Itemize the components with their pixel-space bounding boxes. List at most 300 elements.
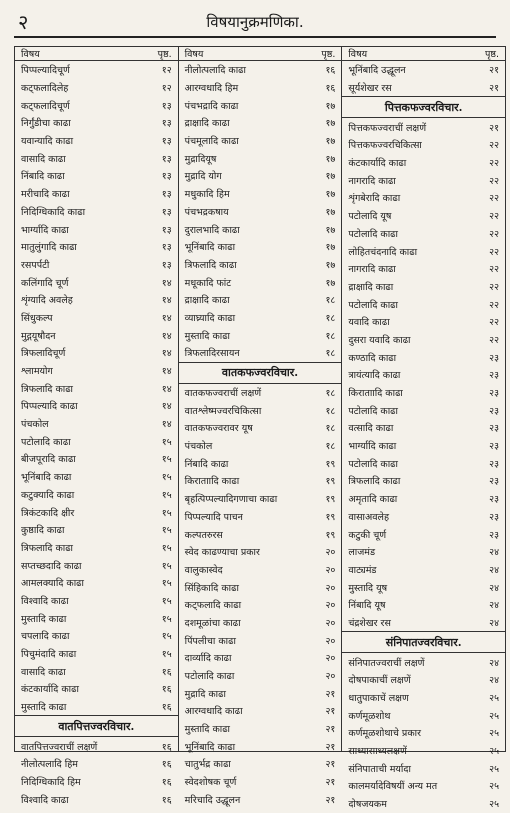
- entry-title: यवादि काढा: [348, 317, 390, 329]
- entry-title: सिंधुकल्प: [21, 312, 53, 324]
- entry-title: नागरादि काढा: [348, 264, 396, 276]
- entry-title: भूनिंबादि काढा: [21, 472, 72, 484]
- entry-title: भार्ग्यादि काढा: [348, 441, 397, 453]
- entry-page-number: २५: [489, 799, 500, 811]
- index-entry: [15, 503, 178, 521]
- entry-title: निदिग्धिकादि काढा: [21, 206, 86, 218]
- entry-page-number: २२: [489, 334, 500, 346]
- entry-page-number: १७: [325, 100, 336, 112]
- entry-title: वातकफज्वराचीं लक्षणें: [184, 388, 262, 400]
- entry-page-number: २२: [489, 158, 500, 170]
- index-entry: [15, 185, 178, 203]
- entry-page-number: १६: [161, 794, 172, 806]
- page-header: [14, 6, 496, 38]
- entry-page-number: १९: [325, 458, 336, 470]
- entry-page-number: १२: [161, 65, 172, 77]
- entry-page-number: १८: [325, 330, 336, 342]
- section-heading: संनिपातज्वरविचार.: [342, 631, 505, 653]
- entry-page-number: २१: [489, 83, 500, 95]
- entry-title: मुस्तादि यूष: [348, 582, 388, 594]
- entry-page-number: २२: [489, 317, 500, 329]
- index-entry: [179, 773, 342, 791]
- entry-page-number: १७: [325, 136, 336, 148]
- entry-title: नीलोत्पलादि हिम: [21, 759, 78, 771]
- entry-page-number: २३: [489, 352, 500, 364]
- entry-title: विश्वादि काढा: [21, 595, 69, 607]
- index-entry: [342, 278, 505, 296]
- index-entry: [342, 561, 505, 579]
- index-entry: [179, 437, 342, 455]
- entry-title: किराताादि काढा: [348, 388, 403, 400]
- entry-title: बृहत्पिप्पल्यादिगणाचा काढा: [184, 494, 278, 506]
- entry-title: स्वेदशोषक चूर्ण: [184, 777, 237, 789]
- index-entry: [179, 419, 342, 437]
- index-entry: [342, 759, 505, 777]
- entry-title: मुस्तादि काढा: [184, 724, 231, 736]
- entry-page-number: १८: [325, 348, 336, 360]
- index-entry: [15, 114, 178, 132]
- column-header: [15, 47, 178, 61]
- index-entry: [15, 521, 178, 539]
- index-entry: [15, 755, 178, 773]
- entry-page-number: २२: [489, 140, 500, 152]
- index-entry: [342, 242, 505, 260]
- entry-title: आमलक्यादि काढा: [21, 578, 84, 590]
- entry-title: पित्तकफज्वराचीं लक्षणें: [348, 122, 427, 134]
- entry-title: पटोलादि काढा: [348, 458, 398, 470]
- index-entry: [179, 384, 342, 402]
- entry-page-number: २५: [489, 728, 500, 740]
- column-rows: [342, 61, 505, 813]
- column-header-subject: विषय: [184, 49, 204, 60]
- entry-title: कलिंगादि चूर्ण: [21, 277, 69, 289]
- entry-title: मुद्गयूषौदन: [21, 330, 56, 342]
- entry-title: सिंहिकादि काढा: [184, 582, 239, 594]
- entry-page-number: २३: [489, 458, 500, 470]
- entry-page-number: २०: [325, 671, 336, 683]
- entry-title: कंटकार्यादि काढा: [348, 158, 407, 170]
- entry-page-number: १५: [161, 436, 172, 448]
- entry-title: विश्वादि काढा: [21, 794, 69, 806]
- entry-page-number: १३: [161, 100, 172, 112]
- entry-title: भूनिंबादि उद्धूलन: [348, 65, 406, 77]
- entry-page-number: १३: [161, 224, 172, 236]
- index-entry: [15, 61, 178, 79]
- index-entry: [342, 543, 505, 561]
- entry-page-number: १५: [161, 578, 172, 590]
- entry-page-number: १४: [161, 348, 172, 360]
- entry-title: त्रायंत्यादि काढा: [348, 370, 401, 382]
- index-entry: [179, 472, 342, 490]
- entry-page-number: १४: [161, 330, 172, 342]
- entry-title: कुष्ठादि काढा: [21, 525, 65, 537]
- index-entry: [15, 326, 178, 344]
- entry-page-number: १६: [325, 65, 336, 77]
- entry-title: पटोलादि काढा: [348, 299, 398, 311]
- entry-page-number: १८: [325, 405, 336, 417]
- column-header-page: पृष्ठ.: [485, 49, 500, 60]
- index-column-2: [179, 47, 343, 806]
- index-entry: [342, 724, 505, 742]
- index-entry: [342, 384, 505, 402]
- entry-title: वासादि काढा: [21, 666, 66, 678]
- entry-page-number: १७: [325, 259, 336, 271]
- index-entry: [179, 203, 342, 221]
- entry-title: पंचकोल: [21, 419, 49, 431]
- entry-title: मुस्तादि काढा: [21, 613, 67, 625]
- entry-page-number: २२: [489, 175, 500, 187]
- index-entry: [342, 207, 505, 225]
- entry-page-number: २२: [489, 299, 500, 311]
- entry-page-number: १६: [161, 666, 172, 678]
- entry-page-number: १७: [325, 153, 336, 165]
- index-entry: [15, 132, 178, 150]
- entry-page-number: १४: [161, 383, 172, 395]
- entry-page-number: १७: [325, 171, 336, 183]
- entry-page-number: २१: [325, 741, 336, 753]
- entry-page-number: १५: [161, 525, 172, 537]
- entry-title: अमृतादि काढा: [348, 494, 398, 506]
- entry-title: लाजमंड: [348, 547, 376, 559]
- entry-title: त्रिकंटकादि क्षीर: [21, 507, 75, 519]
- entry-page-number: २४: [489, 582, 500, 594]
- entry-page-number: २०: [325, 600, 336, 612]
- column-header-subject: विषय: [21, 49, 40, 60]
- entry-title: श्लामयोग: [21, 366, 53, 378]
- index-entry: [15, 791, 178, 809]
- entry-page-number: २०: [325, 653, 336, 665]
- entry-page-number: २२: [489, 193, 500, 205]
- entry-page-number: २४: [489, 657, 500, 669]
- entry-title: पंचभद्रादि काढा: [184, 100, 239, 112]
- index-entry: [342, 525, 505, 543]
- entry-page-number: २१: [489, 122, 500, 134]
- entry-title: पिप्पल्यादि काढा: [21, 401, 78, 413]
- entry-page-number: १३: [161, 118, 172, 130]
- entry-page-number: १९: [325, 511, 336, 523]
- column-header-page: पृष्ठ.: [157, 49, 172, 60]
- index-entry: [15, 273, 178, 291]
- index-entry: [15, 627, 178, 645]
- entry-title: मरिचादि उद्धूलन: [184, 794, 241, 806]
- entry-page-number: २३: [489, 441, 500, 453]
- entry-title: पंचभद्रकषाय: [184, 206, 229, 218]
- entry-page-number: २३: [489, 494, 500, 506]
- index-entry: [179, 737, 342, 755]
- entry-page-number: १७: [325, 242, 336, 254]
- index-entry: [179, 720, 342, 738]
- index-column-1: [15, 47, 179, 806]
- entry-title: रसपर्पटी: [21, 259, 50, 271]
- entry-page-number: २१: [489, 65, 500, 77]
- entry-page-number: १४: [161, 312, 172, 324]
- index-entry: [15, 450, 178, 468]
- column-header-subject: विषय: [348, 49, 368, 60]
- index-entry: [15, 415, 178, 433]
- section-heading: पित्तकफज्वरविचार.: [342, 96, 505, 118]
- entry-title: किराताादि काढा: [184, 476, 240, 488]
- entry-title: वालुकास्वेद: [184, 564, 223, 576]
- column-rows: [179, 61, 342, 808]
- index-entry: [179, 344, 342, 362]
- entry-title: पंचमूलादि काढा: [184, 136, 239, 148]
- entry-page-number: २४: [489, 547, 500, 559]
- entry-title: कालमर्यादेविषयीं अन्य मत: [348, 781, 438, 793]
- entry-title: धातुपाकाचें लक्षण: [348, 693, 409, 705]
- entry-title: चंद्रशेखर रस: [348, 617, 391, 629]
- entry-title: मुस्तादि काढा: [184, 330, 231, 342]
- entry-title: पित्तकफज्वरचिकित्सा: [348, 140, 422, 152]
- entry-page-number: १६: [161, 702, 172, 714]
- entry-page-number: २०: [325, 547, 336, 559]
- index-entry: [15, 203, 178, 221]
- entry-title: वातपित्तज्वराचीं लक्षणें: [21, 741, 98, 753]
- entry-page-number: २५: [489, 781, 500, 793]
- entry-page-number: २४: [489, 600, 500, 612]
- entry-title: वासाअवलेह: [348, 511, 389, 523]
- entry-page-number: २५: [489, 710, 500, 722]
- index-entry: [342, 671, 505, 689]
- entry-title: कट्फलादिलेह: [21, 83, 69, 95]
- index-entry: [15, 256, 178, 274]
- entry-title: दुसरा यवादि काढा: [348, 334, 411, 346]
- index-entry: [179, 96, 342, 114]
- entry-page-number: २३: [489, 423, 500, 435]
- index-entry: [15, 486, 178, 504]
- index-entry: [342, 260, 505, 278]
- index-entry: [179, 490, 342, 508]
- index-entry: [15, 645, 178, 663]
- entry-page-number: १६: [161, 777, 172, 789]
- entry-title: नीलोत्पलादि काढा: [184, 65, 246, 77]
- entry-title: पटोलादि काढा: [348, 405, 398, 417]
- entry-page-number: २४: [489, 675, 500, 687]
- entry-title: पटोलादि काढा: [184, 671, 235, 683]
- entry-title: आरग्वधादि काढा: [184, 706, 243, 718]
- entry-title: मधुकादि हिम: [184, 189, 230, 201]
- index-entry: [342, 777, 505, 795]
- entry-page-number: १२: [161, 83, 172, 95]
- index-entry: [15, 379, 178, 397]
- index-entry: [342, 401, 505, 419]
- entry-title: मुद्रादि योग: [184, 171, 222, 183]
- entry-page-number: २३: [489, 476, 500, 488]
- entry-page-number: १५: [161, 613, 172, 625]
- column-header-page: पृष्ठ.: [321, 49, 336, 60]
- entry-title: पंचकोल: [184, 441, 213, 453]
- entry-title: द्राक्षादि काढा: [184, 118, 230, 130]
- entry-title: मरीचादि काढा: [21, 189, 70, 201]
- entry-page-number: १३: [161, 171, 172, 183]
- entry-page-number: १८: [325, 312, 336, 324]
- index-entry: [179, 326, 342, 344]
- entry-page-number: १३: [161, 136, 172, 148]
- entry-page-number: १७: [325, 224, 336, 236]
- entry-title: कर्णमूळशोथ: [348, 710, 391, 722]
- entry-title: द्राक्षादि काढा: [184, 295, 230, 307]
- entry-title: कण्ठादि काढा: [348, 352, 397, 364]
- entry-title: भूनिंबादि काढा: [184, 242, 236, 254]
- entry-page-number: २५: [489, 746, 500, 758]
- entry-title: मातुलुंगादि काढा: [21, 242, 77, 254]
- index-entry: [342, 313, 505, 331]
- index-entry: [179, 561, 342, 579]
- index-entry: [342, 366, 505, 384]
- index-entry: [342, 331, 505, 349]
- entry-page-number: २३: [489, 529, 500, 541]
- index-entry: [342, 136, 505, 154]
- entry-title: नागरादि काढा: [348, 175, 396, 187]
- index-entry: [179, 79, 342, 97]
- entry-title: भूनिंबादि काढा: [184, 741, 236, 753]
- index-entry: [342, 578, 505, 596]
- index-entry: [15, 609, 178, 627]
- index-entry: [15, 309, 178, 327]
- entry-page-number: २३: [489, 405, 500, 417]
- index-column-3: [342, 47, 505, 811]
- index-entry: [342, 154, 505, 172]
- entry-page-number: १३: [161, 153, 172, 165]
- column-header: [342, 47, 505, 61]
- entry-page-number: २४: [489, 564, 500, 576]
- index-entry: [15, 291, 178, 309]
- index-entry: [15, 79, 178, 97]
- index-entry: [342, 614, 505, 632]
- index-entry: [342, 596, 505, 614]
- entry-page-number: १६: [161, 741, 172, 753]
- entry-title: यवान्यादि काढा: [21, 136, 74, 148]
- entry-title: वासादि काढा: [21, 153, 66, 165]
- entry-page-number: २३: [489, 370, 500, 382]
- entry-title: शृंग्यादि अवलेह: [21, 295, 73, 307]
- index-entry: [179, 273, 342, 291]
- entry-title: दशमूळांचा काढा: [184, 617, 241, 629]
- index-entry: [179, 149, 342, 167]
- entry-title: वातकफज्वरावर यूष: [184, 423, 253, 435]
- entry-title: त्रिफलादिरसायन: [184, 348, 240, 360]
- entry-title: कट्फलादिचूर्ण: [21, 100, 70, 112]
- index-entry: [179, 631, 342, 649]
- entry-page-number: १७: [325, 206, 336, 218]
- entry-title: साध्यासाध्यलक्षणें: [348, 746, 407, 758]
- index-entry: [15, 680, 178, 698]
- entry-page-number: २१: [325, 777, 336, 789]
- entry-page-number: २२: [489, 281, 500, 293]
- index-entry: [179, 578, 342, 596]
- index-entry: [179, 132, 342, 150]
- index-entry: [15, 220, 178, 238]
- entry-page-number: १५: [161, 631, 172, 643]
- entry-page-number: १५: [161, 454, 172, 466]
- entry-title: पटोलादि काढा: [348, 228, 398, 240]
- index-entry: [15, 698, 178, 716]
- entry-title: पिचुमंदादि काढा: [21, 649, 77, 661]
- entry-title: चातुर्भद्र काढा: [184, 759, 231, 771]
- entry-page-number: १६: [325, 83, 336, 95]
- entry-title: पटोलादि यूष: [348, 211, 392, 223]
- entry-title: वाट्यमंड: [348, 564, 377, 576]
- index-entry: [179, 401, 342, 419]
- index-entry: [15, 362, 178, 380]
- entry-page-number: २०: [325, 617, 336, 629]
- entry-page-number: २१: [325, 794, 336, 806]
- index-entry: [179, 238, 342, 256]
- entry-title: व्याघ्र्यादि काढा: [184, 312, 236, 324]
- entry-page-number: १७: [325, 277, 336, 289]
- entry-title: दोषजयकम: [348, 799, 387, 811]
- entry-title: चपलादि काढा: [21, 631, 70, 643]
- entry-title: पिंपलीचा काढा: [184, 635, 236, 647]
- entry-title: कंटकार्यादि काढा: [21, 684, 79, 696]
- index-entry: [342, 225, 505, 243]
- entry-title: निंबादि काढा: [21, 171, 65, 183]
- index-entry: [179, 791, 342, 809]
- entry-page-number: १५: [161, 489, 172, 501]
- entry-title: द्राक्षादि काढा: [348, 281, 394, 293]
- entry-title: दुरालभादि काढा: [184, 224, 240, 236]
- index-entry: [179, 454, 342, 472]
- entry-page-number: २०: [325, 564, 336, 576]
- entry-title: दार्व्यादि काढा: [184, 653, 232, 665]
- entry-page-number: १७: [325, 118, 336, 130]
- entry-title: निर्गुंडीचा काढा: [21, 118, 71, 130]
- index-entry: [342, 490, 505, 508]
- index-entry: [342, 171, 505, 189]
- entry-page-number: १६: [161, 759, 172, 771]
- entry-title: आरग्वधादि हिम: [184, 83, 239, 95]
- entry-title: पटोलादि काढा: [21, 436, 71, 448]
- index-entry: [15, 662, 178, 680]
- index-entry: [15, 773, 178, 791]
- entry-page-number: १५: [161, 560, 172, 572]
- index-entry: [179, 309, 342, 327]
- index-entry: [15, 468, 178, 486]
- entry-title: त्रिफलादि काढा: [21, 383, 74, 395]
- entry-title: दोषपाकाचीं लक्षणें: [348, 675, 411, 687]
- entry-title: मुस्तादि काढा: [21, 702, 67, 714]
- entry-title: निदिग्धिकादि हिम: [21, 777, 81, 789]
- entry-page-number: २०: [325, 582, 336, 594]
- index-entry: [15, 737, 178, 755]
- entry-title: स्वेद काढण्याचा प्रकार: [184, 547, 260, 559]
- entry-title: त्रिफलादि काढा: [184, 259, 237, 271]
- index-entry: [15, 238, 178, 256]
- index-entry: [15, 556, 178, 574]
- entry-page-number: १६: [161, 684, 172, 696]
- entry-title: संनिपातज्वराचीं लक्षणें: [348, 657, 425, 669]
- index-entry: [179, 291, 342, 309]
- entry-page-number: २१: [325, 706, 336, 718]
- entry-title: निंबादि काढा: [184, 458, 229, 470]
- index-entry: [15, 149, 178, 167]
- entry-page-number: १७: [325, 189, 336, 201]
- index-entry: [342, 348, 505, 366]
- entry-title: वत्सादि काढा: [348, 423, 394, 435]
- index-entry: [179, 220, 342, 238]
- index-entry: [342, 742, 505, 760]
- index-entry: [15, 592, 178, 610]
- index-entry: [342, 689, 505, 707]
- entry-title: शृंगबेरादि काढा: [348, 193, 401, 205]
- entry-page-number: २५: [489, 693, 500, 705]
- entry-title: निंबादि यूष: [348, 600, 386, 612]
- entry-title: मुद्रादियूष: [184, 153, 217, 165]
- entry-page-number: १४: [161, 295, 172, 307]
- entry-page-number: २२: [489, 246, 500, 258]
- entry-title: त्रिफलादि काढा: [21, 542, 74, 554]
- entry-page-number: २५: [489, 763, 500, 775]
- entry-title: लोहितचंदनादि काढा: [348, 246, 418, 258]
